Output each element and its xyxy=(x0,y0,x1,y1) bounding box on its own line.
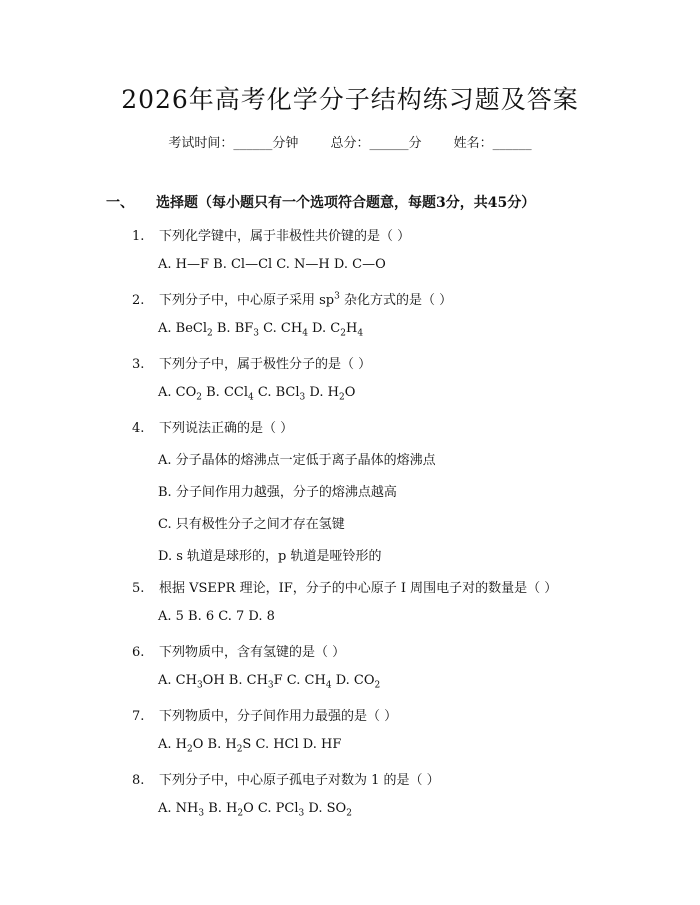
total-score-field: 总分：______分 xyxy=(330,136,422,151)
question-1 xyxy=(132,225,410,244)
question-7-options: A. $H_2O$ B. $H_2S$ C. HCl D. HF xyxy=(158,737,342,755)
question-stem: 下列说法正确的是（ ） xyxy=(159,421,294,436)
question-1-options: A. H—F B. Cl—Cl C. N—H D. C—O xyxy=(158,257,386,272)
section-label: 选择题（每小题只有一个选项符合题意，每题3分，共45分） xyxy=(156,195,536,211)
question-4-option-d: D. s 轨道是球形的，p 轨道是哑铃形的 xyxy=(158,549,382,564)
question-5-options: A. 5 B. 6 C. 7 D. 8 xyxy=(158,609,275,624)
question-3 xyxy=(132,353,371,372)
question-stem: 下列物质中，含有氢键的是（ ） xyxy=(159,645,346,660)
question-4 xyxy=(132,417,293,436)
question-4-option-a: A. 分子晶体的熔沸点一定低于离子晶体的熔沸点 xyxy=(158,453,436,468)
page-title: 2026年高考化学分子结构练习题及答案 xyxy=(121,85,579,114)
student-name-field: 姓名：______ xyxy=(453,136,532,151)
question-number: 2. xyxy=(132,293,145,308)
question-number: 4. xyxy=(132,421,145,436)
question-number: 8. xyxy=(132,773,145,788)
question-stem: 下列分子中，中心原子孤电子对数为 1 的是（ ） xyxy=(159,773,440,788)
question-4-option-b: B. 分子间作用力越强，分子的熔沸点越高 xyxy=(158,485,397,500)
question-number: 1. xyxy=(132,229,145,244)
question-stem: 根据 VSEPR 理论，IF，分子的中心原子 I 周围电子对的数量是（ ） xyxy=(159,581,558,596)
exam-meta xyxy=(0,132,700,151)
section-number: 一、 xyxy=(106,195,134,211)
question-5 xyxy=(132,577,557,596)
question-8 xyxy=(132,769,440,788)
question-number: 7. xyxy=(132,709,145,724)
question-2 xyxy=(132,289,452,308)
question-7 xyxy=(132,705,397,724)
question-4-option-c: C. 只有极性分子之间才存在氢键 xyxy=(158,517,345,532)
question-6 xyxy=(132,641,345,660)
question-stem: 下列分子中，中心原子采用 $sp^3$ 杂化方式的是（ ） xyxy=(159,291,453,308)
question-6-options: A. $CH_3OH$ B. $CH_3F$ C. $CH_4$ D. $CO_2$ xyxy=(158,673,381,691)
question-stem: 下列化学键中，属于非极性共价键的是（ ） xyxy=(159,229,411,244)
section-heading xyxy=(106,192,535,212)
question-2-options: A. BeCl$_2$ B. $BF_3$ C. $CH_4$ D. $C_2H_4$ xyxy=(158,321,364,339)
question-8-options: A. $NH_3$ B. $H_2O$ C. PCl$_3$ D. $SO_2$ xyxy=(158,801,352,819)
question-number: 5. xyxy=(132,581,145,596)
exam-time-field: 考试时间：______分钟 xyxy=(168,136,299,151)
question-stem: 下列分子中，属于极性分子的是（ ） xyxy=(159,357,372,372)
question-stem: 下列物质中，分子间作用力最强的是（ ） xyxy=(159,709,398,724)
question-3-options: A. $CO_2$ B. CCl$_4$ C. BCl$_3$ D. $H_2O$ xyxy=(158,385,356,403)
question-number: 6. xyxy=(132,645,145,660)
question-number: 3. xyxy=(132,357,145,372)
